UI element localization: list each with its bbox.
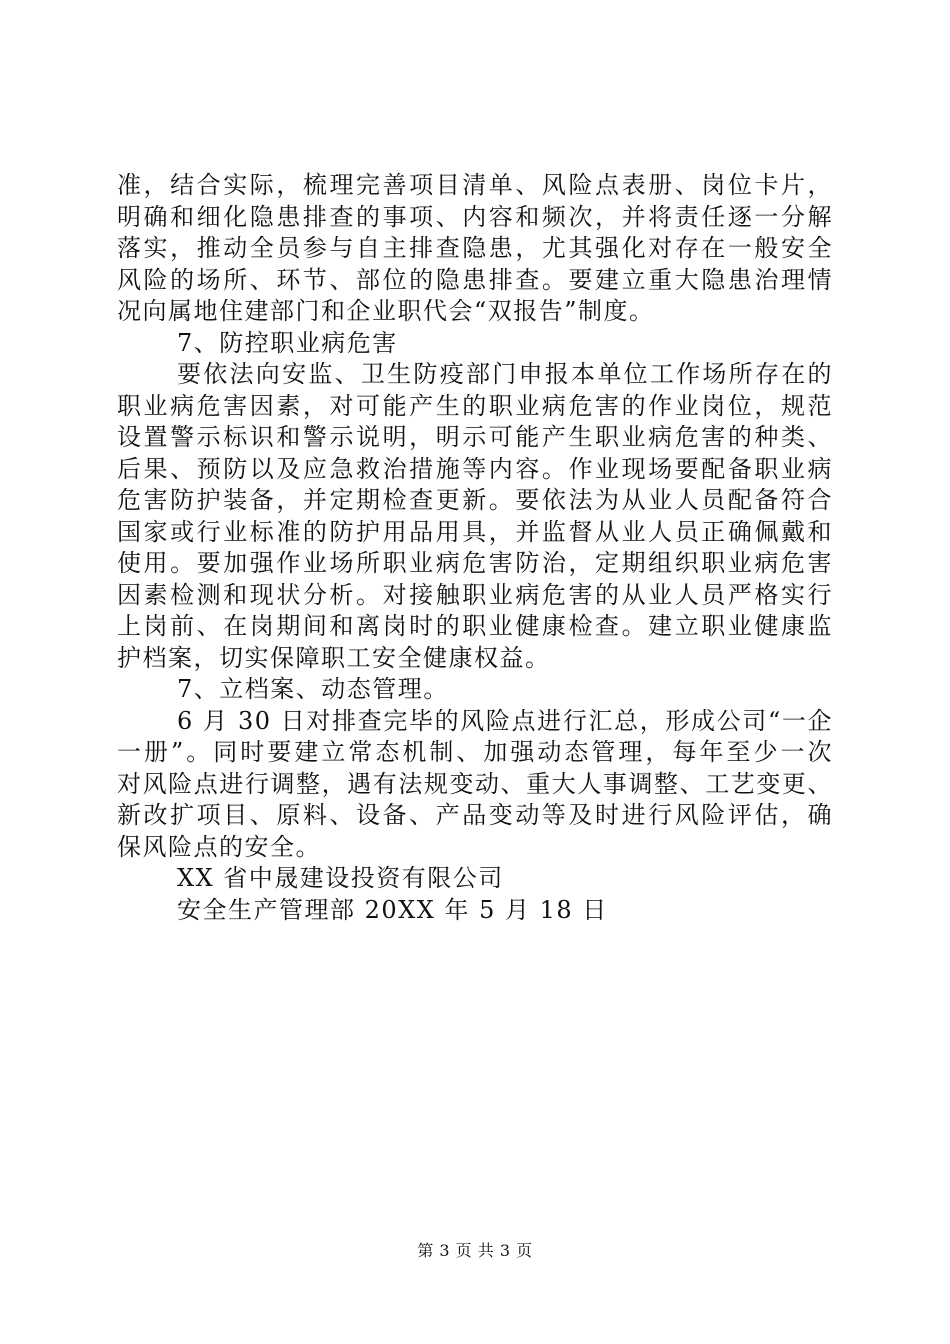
text-line: 国家或行业标准的防护用品用具，并监督从业人员正确佩戴和 — [117, 517, 833, 546]
document-body — [117, 170, 833, 926]
section-heading: 7、防控职业病危害 — [177, 328, 398, 357]
text-line: 新改扩项目、原料、设备、产品变动等及时进行风险评估，确 — [117, 801, 833, 829]
text-line: 因素检测和现状分析。对接触职业病危害的从业人员严格实行 — [117, 580, 833, 609]
text-line: 风险的场所、环节、部位的隐患排查。要建立重大隐患治理情 — [117, 265, 833, 294]
text-line: 况向属地住建部门和企业职代会“双报告”制度。 — [117, 297, 655, 325]
text-line: 要依法向安监、卫生防疫部门申报本单位工作场所存在的 — [177, 360, 833, 388]
text-line: 设置警示标识和警示说明，明示可能产生职业病危害的种类、 — [117, 423, 833, 451]
page-number-footer: 第 3 页 共 3 页 — [417, 1241, 533, 1260]
text-line: 保风险点的安全。 — [117, 832, 321, 861]
text-line: 准，结合实际，梳理完善项目清单、风险点表册、岗位卡片， — [117, 171, 833, 199]
signature-company: XX 省中晟建设投资有限公司 — [177, 864, 504, 892]
text-line: 后果、预防以及应急救治措施等内容。作业现场要配备职业病 — [117, 454, 833, 483]
text-line: 明确和细化隐患排查的事项、内容和频次，并将责任逐一分解 — [117, 202, 833, 231]
section-heading: 7、立档案、动态管理。 — [177, 675, 449, 703]
text-line: 使用。要加强作业场所职业病危害防治，定期组织职业病危害 — [117, 549, 833, 577]
text-line: 危害防护装备，并定期检查更新。要依法为从业人员配备符合 — [117, 486, 833, 514]
signature-department-date: 安全生产管理部 20XX 年 5 月 18 日 — [177, 895, 608, 924]
text-line: 一册”。同时要建立常态机制、加强动态管理，每年至少一次 — [117, 738, 833, 766]
text-line: 上岗前、在岗期间和离岗时的职业健康检查。建立职业健康监 — [117, 612, 833, 640]
text-line: 职业病危害因素，对可能产生的职业病危害的作业岗位，规范 — [117, 391, 833, 420]
text-line: 6 月 30 日对排查完毕的风险点进行汇总，形成公司“一企 — [177, 706, 833, 735]
text-line: 落实，推动全员参与自主排查隐患，尤其强化对存在一般安全 — [117, 234, 833, 262]
text-line: 对风险点进行调整，遇有法规变动、重大人事调整、工艺变更、 — [117, 769, 833, 798]
text-line: 护档案，切实保障职工安全健康权益。 — [117, 643, 551, 672]
